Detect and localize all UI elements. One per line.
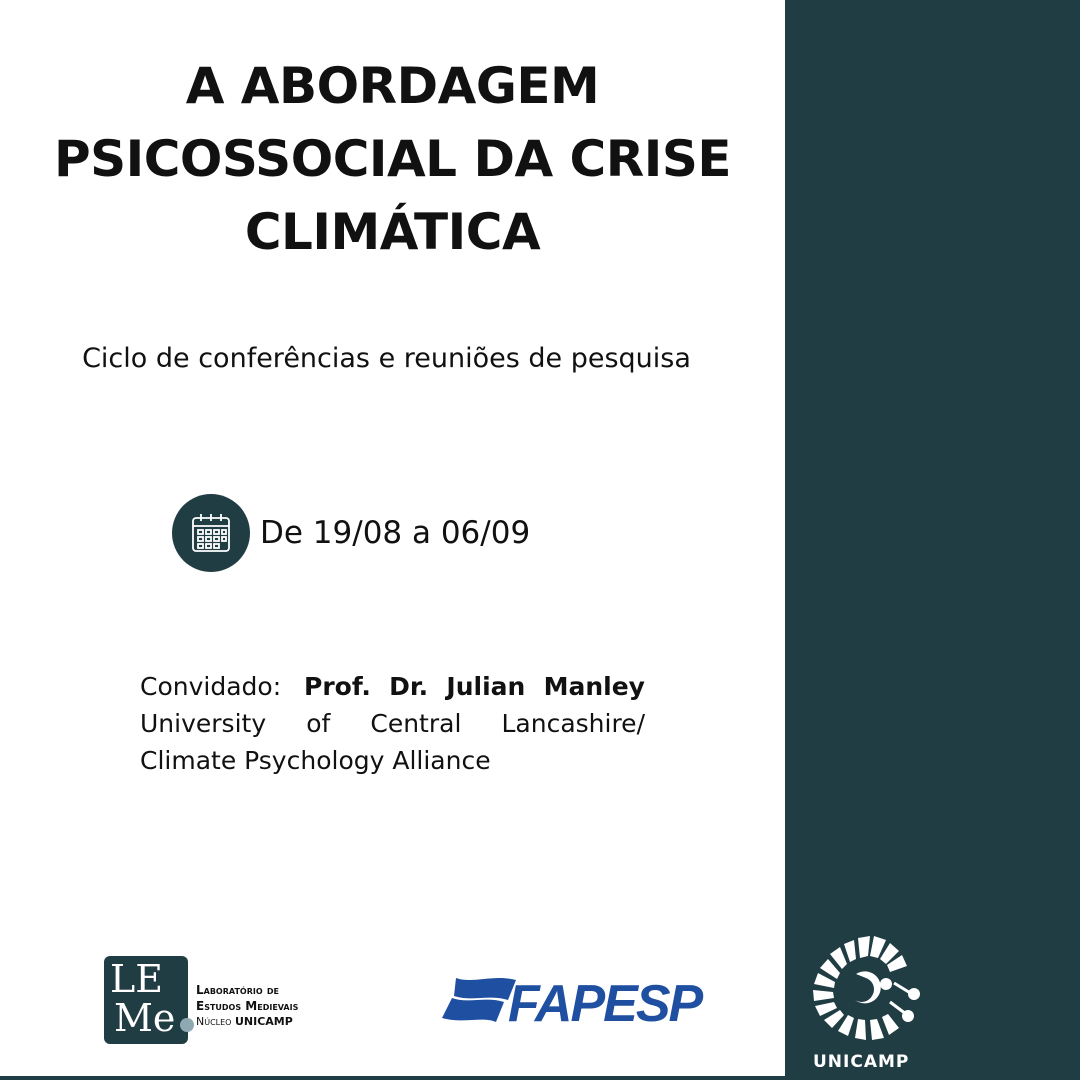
guest-name-part: Manley [543, 672, 645, 701]
unicamp-wordmark: UNICAMP [813, 1052, 910, 1072]
fapesp-wordmark: FAPESP [508, 975, 702, 1033]
leme-logo [104, 956, 334, 1046]
unicamp-logo [800, 928, 940, 1073]
leme-mark-bottom: Me [114, 996, 176, 1040]
date-row [172, 494, 530, 572]
guest-name-part: Dr. [389, 672, 429, 701]
guest-name [304, 668, 645, 705]
leme-line-3 [196, 1014, 298, 1030]
bottom-rule [0, 1076, 785, 1080]
guest-block [140, 668, 645, 779]
guest-label: Convidado: [140, 672, 282, 701]
fapesp-flag-icon [438, 974, 518, 1034]
unicamp-emblem-icon [800, 928, 940, 1046]
leme-text [196, 982, 298, 1030]
sidebar-panel [785, 0, 1080, 1080]
leme-line-3-prefix: Núcleo [196, 1015, 232, 1028]
fapesp-logo [438, 968, 700, 1034]
leme-line-2: Estudos Medievais [196, 999, 299, 1013]
leme-line-3-bold: UNICAMP [234, 1015, 293, 1028]
title-line-2: PSICOSSOCIAL DA CRISE [53, 130, 732, 188]
guest-affiliation: University of Central Lancashire/ Climate Psychology Alliance [140, 709, 645, 775]
leme-line-1: Laboratório de [196, 983, 279, 997]
title-line-3: CLIMÁTICA [244, 203, 541, 261]
leme-mark [104, 956, 188, 1044]
subtitle: Ciclo de conferências e reuniões de pesquisa [82, 343, 691, 374]
leme-mark-top: LE [110, 957, 163, 1001]
date-text: De 19/08 a 06/09 [260, 515, 531, 551]
title-line-1: A ABORDAGEM [185, 57, 600, 115]
leme-dot [180, 1018, 194, 1032]
page-title [20, 50, 765, 269]
calendar-icon [172, 494, 250, 572]
guest-name-part: Prof. [304, 672, 371, 701]
guest-name-part: Julian [446, 672, 526, 701]
